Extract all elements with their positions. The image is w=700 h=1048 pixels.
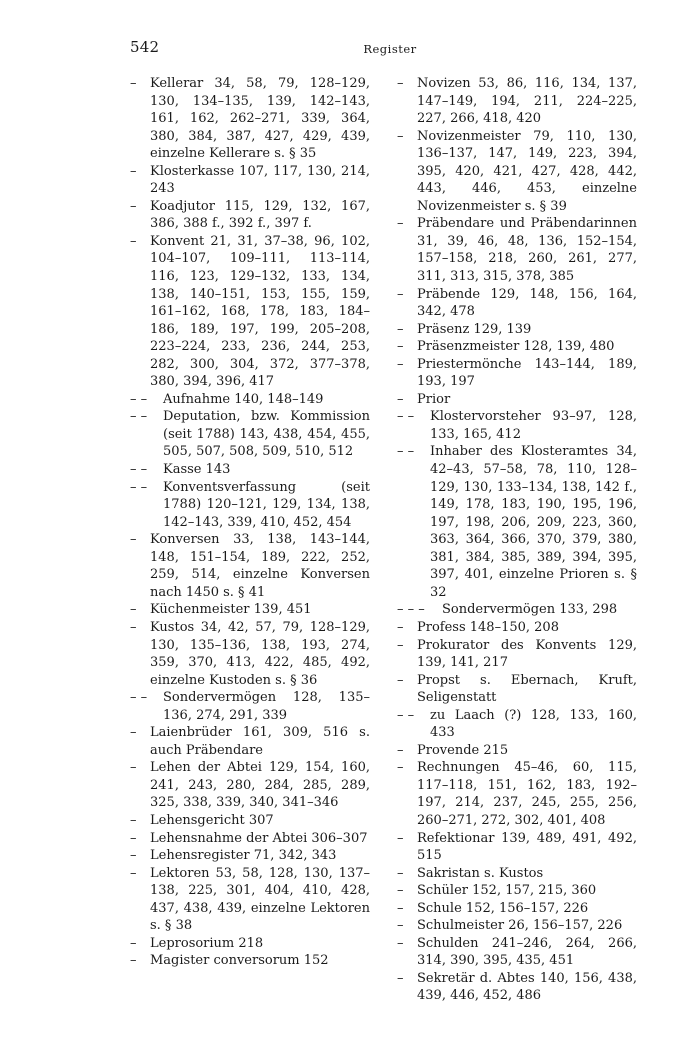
entry-dash: – [397,883,404,899]
entry-text: Schule 152, 156–157, 226 [417,900,589,916]
entry-dash: – [130,619,137,635]
entry-dash: – [397,619,404,635]
entry-text: Sekretär d. Abtes 140, 156, 438, 439, 446, 452, 486 [417,970,637,1004]
entry-text: Kellerar 34, 58, 79, 128–129, 130, 134–135, 139, 142–143, 161, 162, 262–271, 339, 364, 380, 384, 387, 427, 429, 439, einzelne Kellerare s. § 35 [150,76,370,162]
entry-dash: – [130,935,137,951]
entry-text: Schulden 241–246, 264, 266, 314, 390, 395, 435, 451 [417,935,637,969]
index-entry [397,601,637,619]
index-entry [397,356,637,391]
index-column-left [130,75,370,970]
index-entry [130,952,370,970]
entry-dash: – [130,76,137,91]
index-entry [130,75,370,163]
entry-dash: – [397,339,404,355]
entry-text: Aufnahme 140, 148–149 [163,391,324,407]
entry-dash: – – [130,409,148,425]
entry-text: Novizen 53, 86, 116, 134, 137, 147–149, 194, 211, 224–225, 227, 266, 418, 420 [417,76,637,127]
index-entry [130,724,370,759]
entry-dash: – [397,970,404,986]
entry-text: Schüler 152, 157, 215, 360 [417,883,597,899]
index-entry [397,672,637,707]
entry-dash: – – [397,707,415,723]
index-entry [130,689,370,724]
index-entry [397,637,637,672]
entry-dash: – [130,163,137,179]
index-entry [130,198,370,233]
entry-text: Präbendare und Präbendarinnen 31, 39, 46, 48, 136, 152–154, 157–158, 218, 260, 261, 277, 311, 313, 315, 378, 385 [417,216,637,285]
index-entry [130,163,370,198]
entry-dash: – [397,742,404,758]
index-entry [397,759,637,829]
index-entry [397,619,637,637]
index-entry [130,391,370,409]
index-entry [130,601,370,619]
entry-text: Lehensgericht 307 [150,812,274,828]
index-entry [397,830,637,865]
index-entry [397,75,637,128]
index-entry [397,128,637,216]
index-entry [130,847,370,865]
entry-dash: – [397,760,404,776]
entry-dash: – [397,900,404,916]
entry-text: Konversen 33, 138, 143–144, 148, 151–154, 189, 222, 252, 259, 514, einzelne Konversen nach 1450 s. § 41 [150,532,370,600]
entry-text: Sondervermögen 133, 298 [442,602,618,618]
index-column-right [397,75,637,1005]
index-entry [130,759,370,812]
entry-text: Lehensnahme der Abtei 306–307 [150,830,368,846]
entry-text: Schulmeister 26, 156–157, 226 [417,918,623,934]
entry-text: Kasse 143 [163,462,231,478]
entry-dash: – [397,391,404,407]
entry-text: Klostervorsteher 93–97, 128, 133, 165, 412 [430,409,637,442]
entry-text: Sondervermögen 128, 135–136, 274, 291, 339 [163,690,370,723]
entry-text: Sakristan s. Kustos [417,865,544,881]
entry-text: Lehensregister 71, 342, 343 [150,848,337,864]
entry-dash: – [130,725,137,741]
entry-dash: – – [130,462,148,478]
entry-text: Novizenmeister 79, 110, 130, 136–137, 147, 149, 223, 394, 395, 420, 421, 427, 428, 442, 443, 446, 453, einzelne Novizenmeister s. § 39 [417,128,637,214]
index-entry [130,531,370,601]
entry-text: Propst s. Ebernach, Kruft, Seligenstatt [417,672,637,706]
entry-dash: – [397,76,404,91]
index-entry [397,408,637,443]
entry-dash: – – [130,690,148,706]
entry-text: Magister conversorum 152 [150,953,329,969]
entry-dash: – [397,286,404,302]
entry-dash: – [397,321,404,337]
entry-dash: – – [130,391,148,407]
index-entry [130,865,370,935]
entry-dash: – [130,865,137,881]
entry-text: Prior [417,391,451,407]
index-entry [130,233,370,391]
entry-dash: – [130,198,137,214]
index-entry [130,619,370,689]
index-entry [130,408,370,461]
entry-text: Präsenz 129, 139 [417,321,532,337]
entry-dash: – – [397,444,415,460]
index-entry [397,338,637,356]
entry-text: Inhaber des Klosteramtes 34, 42–43, 57–58, 78, 110, 128–129, 130, 133–134, 138, 142 f., 149, 178, 183, 190, 195, 196, 197, 198, 206, 209, 223, 360, 363, 364, 366, 370, 379, 380, 381, 384, 385, 389, 394, 395, 397, 401, einzelne Prioren s. § 32 [430,444,637,600]
index-entry [130,830,370,848]
entry-dash: – [397,356,404,372]
entry-dash: – – [130,479,148,495]
entry-dash: – – – [397,602,425,618]
entry-text: Koadjutor 115, 129, 132, 167, 386, 388 f., 392 f., 397 f. [150,198,370,232]
index-entry [397,917,637,935]
index-entry [130,479,370,532]
entry-text: zu Laach (?) 128, 133, 160, 433 [430,707,637,741]
page-number: 542 [130,38,160,56]
entry-dash: – [397,672,404,688]
entry-text: Prokurator des Konvents 129, 139, 141, 217 [417,637,637,671]
entry-text: Küchenmeister 139, 451 [150,602,312,618]
index-entry [397,286,637,321]
index-entry [397,865,637,883]
entry-dash: – [130,953,137,969]
entry-text: Leprosorium 218 [150,935,264,951]
entry-text: Refektionar 139, 489, 491, 492, 515 [417,830,637,864]
entry-dash: – [130,233,137,249]
entry-dash: – [130,848,137,864]
entry-dash: – [397,216,404,232]
index-entry [397,935,637,970]
index-entry [130,812,370,830]
entry-dash: – [397,637,404,653]
index-entry [397,215,637,285]
entry-text: Rechnungen 45–46, 60, 115, 117–118, 151, 162, 183, 192–197, 214, 237, 245, 255, 256, 260–271, 272, 302, 401, 408 [417,760,637,828]
index-entry [130,935,370,953]
index-entry [397,707,637,742]
entry-text: Konventsverfassung (seit 1788) 120–121, 129, 134, 138, 142–143, 339, 410, 452, 454 [163,479,370,530]
entry-text: Konvent 21, 31, 37–38, 96, 102, 104–107, 109–111, 113–114, 116, 123, 129–132, 133, 134, 138, 140–151, 153, 155, 159, 161–162, 168, 178, 183, 184–186, 189, 197, 199, 205–208, 223–224, 233, 236, 244, 253, 282, 300, 304, 372, 377–378, 380, 394, 396, 417 [150,233,370,390]
entry-dash: – [397,830,404,846]
entry-dash: – [130,830,137,846]
entry-text: Deputation, bzw. Kommission (seit 1788) 143, 438, 454, 455, 505, 507, 508, 509, 510, 512 [163,409,370,460]
index-entry [397,321,637,339]
entry-text: Provende 215 [417,742,509,758]
entry-text: Priestermönche 143–144, 189, 193, 197 [417,356,637,390]
entry-text: Klosterkasse 107, 117, 130, 214, 243 [150,163,370,197]
entry-text: Präsenzmeister 128, 139, 480 [417,339,615,355]
entry-dash: – [397,918,404,934]
entry-dash: – – [397,409,415,425]
index-entry [397,970,637,1005]
index-entry [397,742,637,760]
entry-dash: – [130,760,137,776]
entry-text: Lektoren 53, 58, 128, 130, 137–138, 225, 301, 404, 410, 428, 437, 438, 439, einzelne Lektoren s. § 38 [150,865,370,934]
index-entry [130,461,370,479]
entry-text: Kustos 34, 42, 57, 79, 128–129, 130, 135–136, 138, 193, 274, 359, 370, 413, 422, 485, 492, einzelne Kustoden s. § 36 [150,619,370,688]
entry-text: Präbende 129, 148, 156, 164, 342, 478 [417,286,637,320]
running-head: Register [363,42,417,56]
entry-dash: – [130,602,137,618]
entry-dash: – [397,128,404,144]
index-entry [397,882,637,900]
index-entry [397,391,637,409]
entry-text: Lehen der Abtei 129, 154, 160, 241, 243, 280, 284, 285, 289, 325, 338, 339, 340, 341–346 [150,760,370,811]
entry-dash: – [130,532,137,548]
entry-text: Profess 148–150, 208 [417,619,559,635]
entry-dash: – [397,935,404,951]
entry-dash: – [397,865,404,881]
entry-text: Laienbrüder 161, 309, 516 s. auch Präbendare [150,725,370,758]
index-entry [397,900,637,918]
entry-dash: – [130,812,137,828]
index-entry [397,443,637,601]
